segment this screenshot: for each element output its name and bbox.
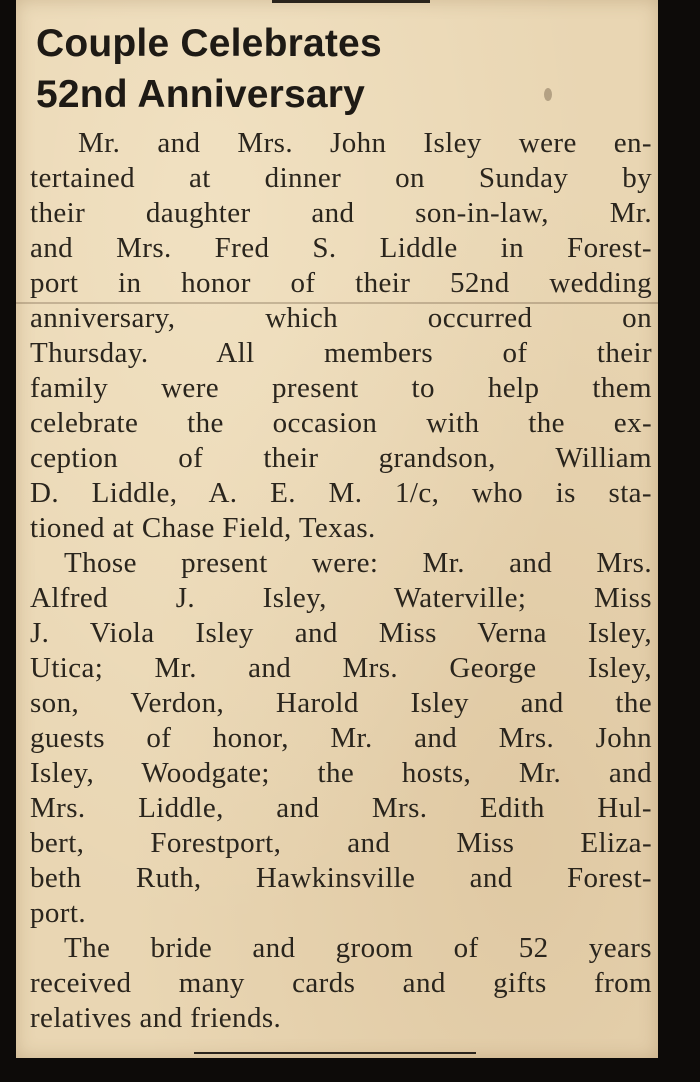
- text-line: their daughter and son-in-law, Mr.: [30, 197, 652, 229]
- text-line: tioned at Chase Field, Texas.: [30, 512, 376, 544]
- text-line: Alfred J. Isley, Waterville; Miss: [30, 582, 652, 614]
- text-line: port in honor of their 52nd wedding: [30, 267, 652, 299]
- paragraph-gifts: [30, 931, 652, 1036]
- text-line: Isley, Woodgate; the hosts, Mr. and: [30, 757, 652, 789]
- text-line: family were present to help them: [30, 372, 652, 404]
- top-rule: [272, 0, 430, 3]
- text-line: received many cards and gifts from: [30, 967, 652, 999]
- text-line: bert, Forestport, and Miss Eliza-: [30, 827, 652, 859]
- text-line: J. Viola Isley and Miss Verna Isley,: [30, 617, 652, 649]
- text-line: Utica; Mr. and Mrs. George Isley,: [30, 652, 652, 684]
- text-line: Those present were: Mr. and Mrs.: [64, 547, 652, 579]
- article-body: [30, 126, 652, 1036]
- headline-line-1: Couple Celebrates: [36, 22, 382, 65]
- text-line: ception of their grandson, William: [30, 442, 652, 474]
- text-line: and Mrs. Fred S. Liddle in Forest-: [30, 232, 652, 264]
- headline: [36, 18, 636, 120]
- paragraph-guests: [30, 546, 652, 931]
- text-line: port.: [30, 897, 86, 929]
- text-line: relatives and friends.: [30, 1002, 282, 1034]
- text-line: anniversary, which occurred on: [30, 302, 652, 334]
- text-line: D. Liddle, A. E. M. 1/c, who is sta-: [30, 477, 652, 509]
- paragraph-dinner: [30, 126, 652, 546]
- text-line: guests of honor, Mr. and Mrs. John: [30, 722, 652, 754]
- text-line: Thursday. All members of their: [30, 337, 652, 369]
- text-line: The bride and groom of 52 years: [64, 932, 652, 964]
- text-line: celebrate the occasion with the ex-: [30, 407, 652, 439]
- text-line: Mr. and Mrs. John Isley were en-: [78, 127, 652, 159]
- bottom-rule: [194, 1052, 476, 1054]
- text-line: son, Verdon, Harold Isley and the: [30, 687, 652, 719]
- text-line: tertained at dinner on Sunday by: [30, 162, 652, 194]
- text-line: Mrs. Liddle, and Mrs. Edith Hul-: [30, 792, 652, 824]
- text-line: beth Ruth, Hawkinsville and Forest-: [30, 862, 652, 894]
- newspaper-clipping: [16, 0, 658, 1058]
- headline-line-2: 52nd Anniversary: [36, 73, 366, 116]
